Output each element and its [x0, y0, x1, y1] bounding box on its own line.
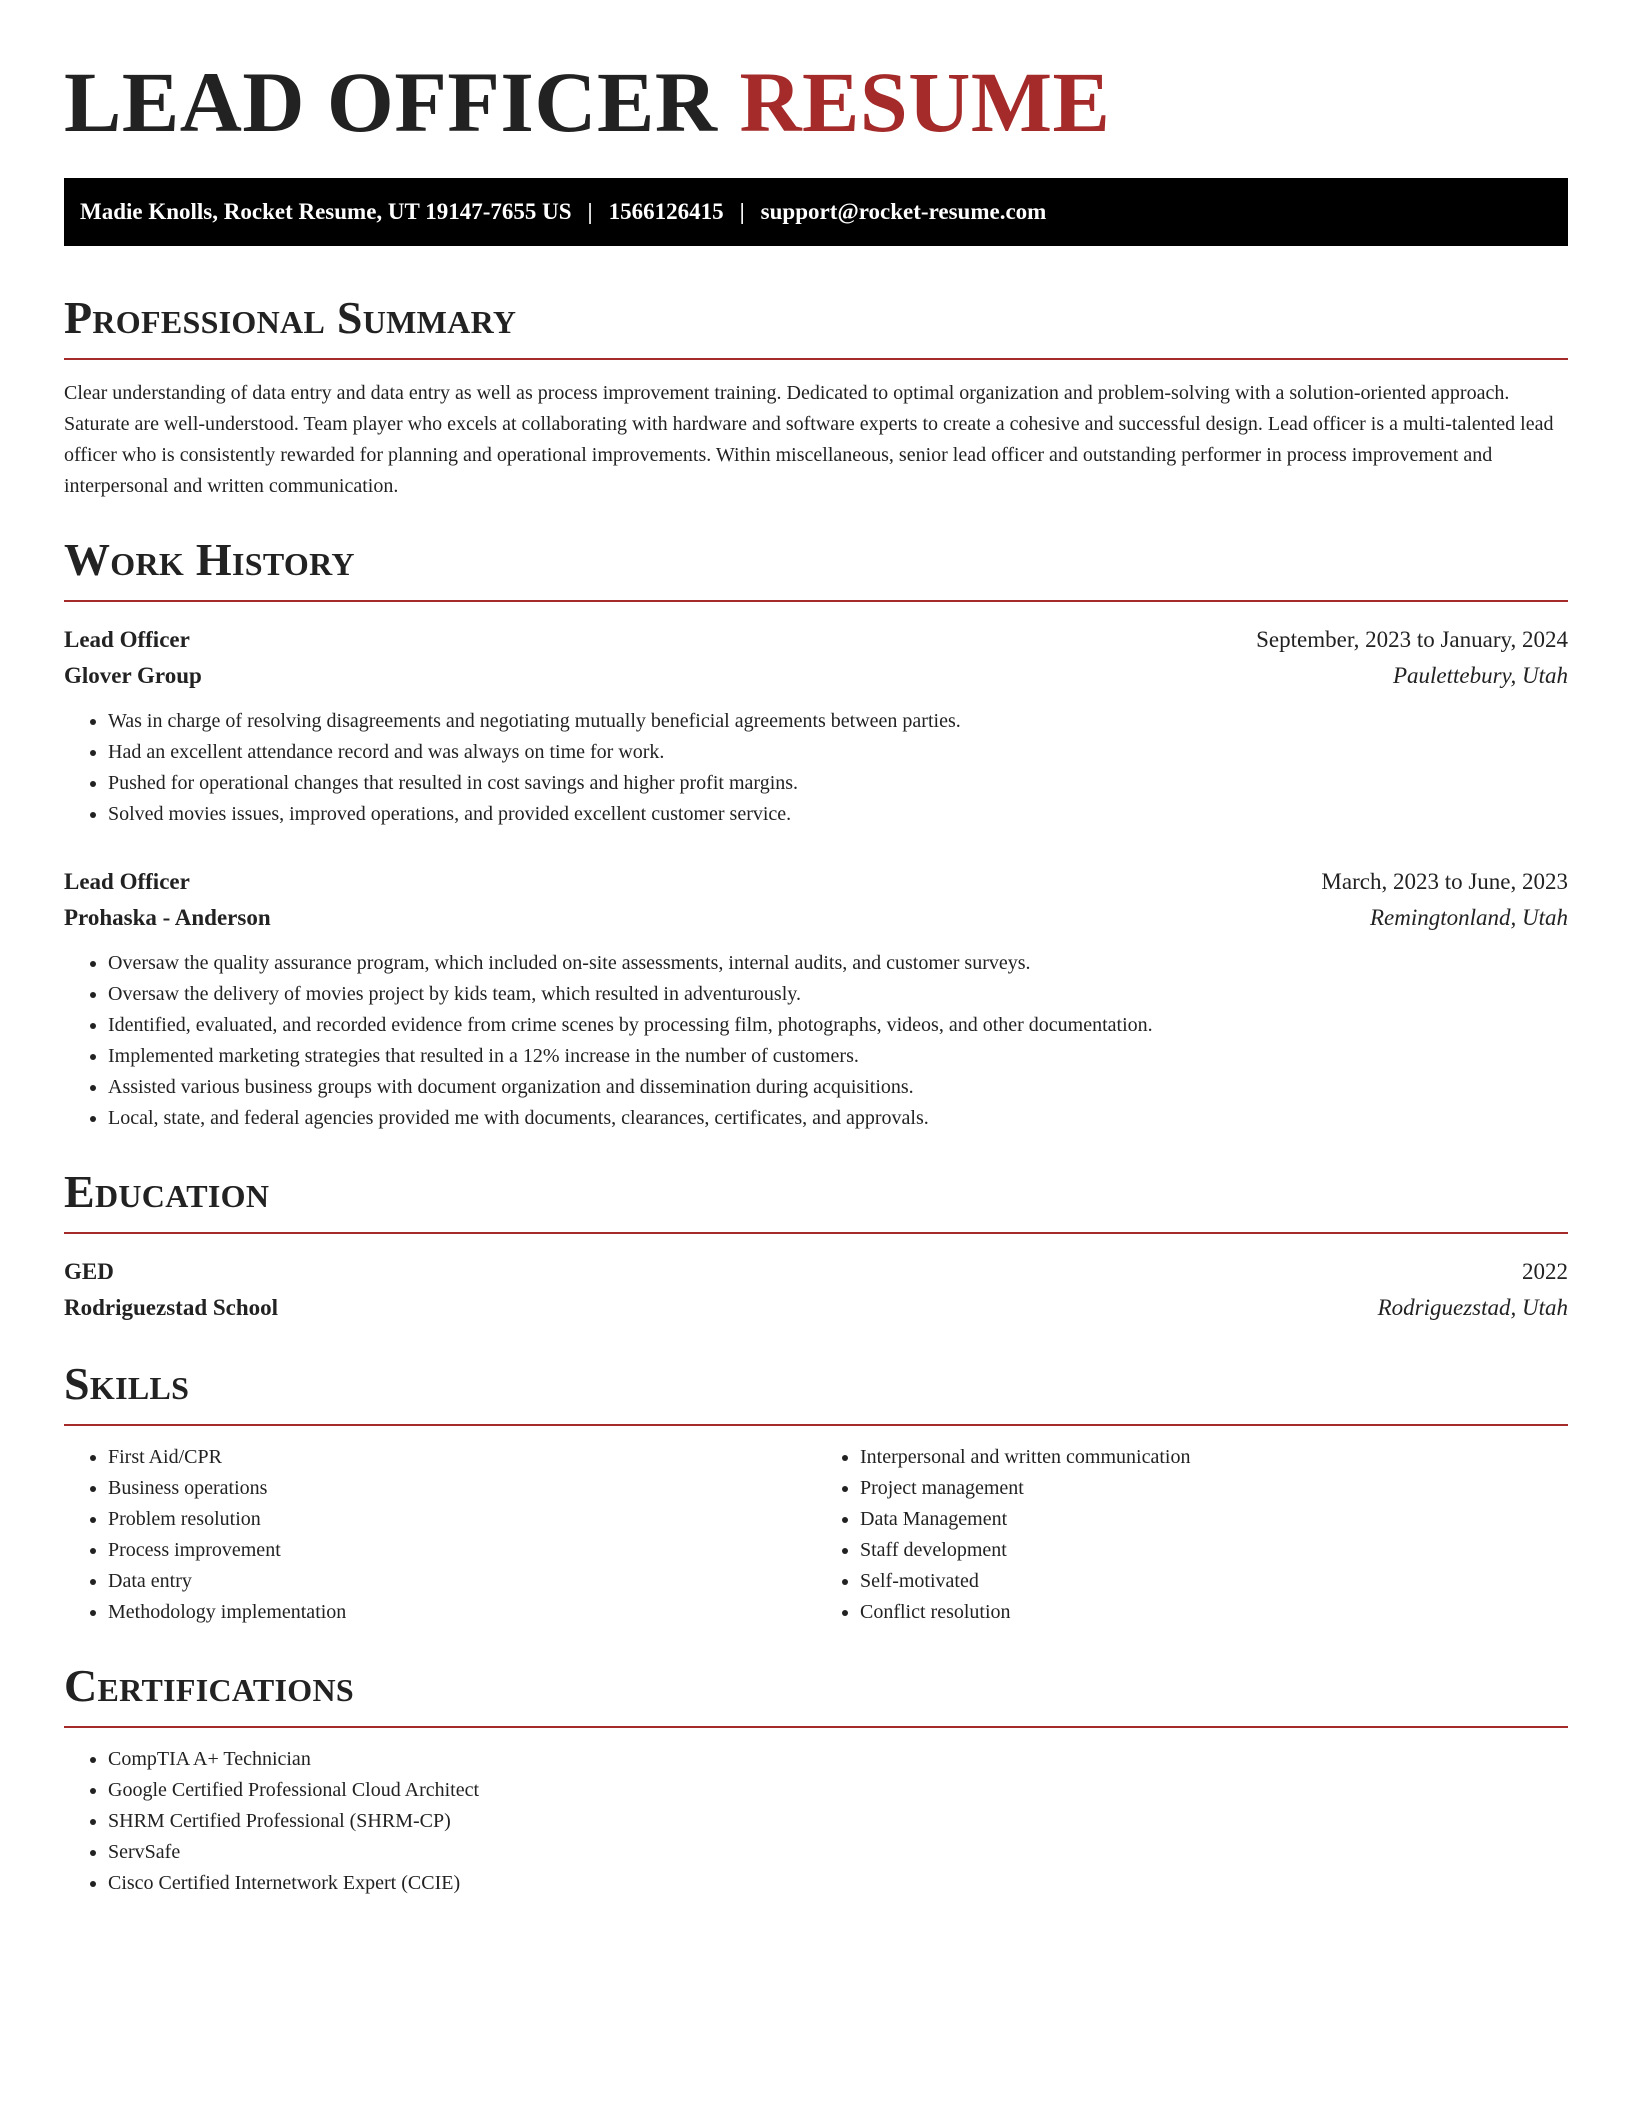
- skill-item: • Staff development: [860, 1535, 1568, 1566]
- education-school: Rodriguezstad School: [64, 1295, 279, 1320]
- work-history-section: [64, 532, 1568, 1134]
- job-location: Remingtonland, Utah: [1369, 905, 1568, 930]
- skill-item: • First Aid/CPR: [108, 1442, 816, 1473]
- section-divider: [64, 1232, 1568, 1234]
- section-heading-work-history: Work History: [64, 534, 355, 585]
- contact-name-address: Madie Knolls, Rocket Resume, UT 19147-7655 US: [80, 199, 572, 224]
- job-dates: September, 2023 to January, 2024: [1256, 627, 1568, 652]
- skill-item: • Process improvement: [108, 1535, 816, 1566]
- resume-title: [64, 52, 1568, 152]
- job-bullet: • Pushed for operational changes that resulted in cost savings and higher profit margins.: [108, 768, 1568, 799]
- section-divider: [64, 1424, 1568, 1426]
- certification-item: • SHRM Certified Professional (SHRM-CP): [108, 1806, 1568, 1837]
- job-bullet: • Solved movies issues, improved operations, and provided excellent customer service.: [108, 799, 1568, 830]
- job-bullet: • Had an excellent attendance record and was always on time for work.: [108, 737, 1568, 768]
- job-entry: [64, 622, 1568, 830]
- education-degree: GED: [64, 1259, 114, 1284]
- education-section: [64, 1164, 1568, 1326]
- resume-title-accent: RESUME: [739, 54, 1111, 150]
- skill-item: • Interpersonal and written communication: [860, 1442, 1568, 1473]
- summary-text: Clear understanding of data entry and data entry as well as process improvement training. Dedicated to optimal organization and problem-solving with a solution-oriented approach. Saturate are well-understood. Team player who excels at collaborating with hardware and software experts to create a cohesive and successful design. Lead officer is a multi-talented lead officer who is consistently rewarded for planning and operational improvements. Within miscellaneous, senior lead officer and outstanding performer in process improvement and interpersonal and written communication.: [64, 382, 1554, 497]
- job-title: Lead Officer: [64, 627, 190, 652]
- certification-item: • Google Certified Professional Cloud Architect: [108, 1775, 1568, 1806]
- skill-item: • Project management: [860, 1473, 1568, 1504]
- contact-bar: [64, 178, 1568, 246]
- job-location: Paulettebury, Utah: [1392, 663, 1568, 688]
- education-location: Rodriguezstad, Utah: [1377, 1295, 1568, 1320]
- section-heading-skills: Skills: [64, 1358, 190, 1409]
- contact-separator: |: [739, 199, 745, 224]
- skill-item: • Conflict resolution: [860, 1597, 1568, 1628]
- section-heading-summary: Professional Summary: [64, 292, 517, 343]
- job-bullet: • Assisted various business groups with document organization and dissemination during acquisitions.: [108, 1072, 1568, 1103]
- education-year: 2022: [1522, 1259, 1568, 1284]
- skills-grid: [64, 1442, 1568, 1628]
- skills-list: [64, 1442, 816, 1628]
- section-divider: [64, 600, 1568, 602]
- certification-item: • ServSafe: [108, 1837, 1568, 1868]
- skills-column-left: [64, 1442, 816, 1628]
- skill-item: • Methodology implementation: [108, 1597, 816, 1628]
- job-bullets: [64, 948, 1568, 1134]
- job-company-row: [64, 658, 1568, 694]
- job-bullet: • Oversaw the delivery of movies project by kids team, which resulted in adventurously.: [108, 979, 1568, 1010]
- skill-item: • Data entry: [108, 1566, 816, 1597]
- job-bullet: • Was in charge of resolving disagreements and negotiating mutually beneficial agreements between parties.: [108, 706, 1568, 737]
- job-dates: March, 2023 to June, 2023: [1321, 869, 1568, 894]
- skills-column-right: [816, 1442, 1568, 1628]
- job-company-row: [64, 900, 1568, 936]
- job-entry: [64, 864, 1568, 1134]
- certification-item: • CompTIA A+ Technician: [108, 1744, 1568, 1775]
- professional-summary-section: [64, 290, 1568, 502]
- education-entry: [64, 1254, 1568, 1326]
- job-company: Glover Group: [64, 663, 202, 688]
- job-title-row: [64, 622, 1568, 658]
- job-bullet: • Identified, evaluated, and recorded evidence from crime scenes by processing film, photographs, videos, and other documentation.: [108, 1010, 1568, 1041]
- job-bullet: • Oversaw the quality assurance program, which included on-site assessments, internal audits, and customer surveys.: [108, 948, 1568, 979]
- contact-separator: |: [587, 199, 593, 224]
- job-bullets: [64, 706, 1568, 830]
- skill-item: • Data Management: [860, 1504, 1568, 1535]
- job-title: Lead Officer: [64, 869, 190, 894]
- skill-item: • Business operations: [108, 1473, 816, 1504]
- section-heading-education: Education: [64, 1166, 270, 1217]
- contact-email: support@rocket-resume.com: [760, 199, 1047, 224]
- job-bullet: • Implemented marketing strategies that resulted in a 12% increase in the number of customers.: [108, 1041, 1568, 1072]
- certifications-section: [64, 1658, 1568, 1899]
- certification-item: • Cisco Certified Internetwork Expert (CCIE): [108, 1868, 1568, 1899]
- skill-item: • Self-motivated: [860, 1566, 1568, 1597]
- section-divider: [64, 1726, 1568, 1728]
- skills-section: [64, 1356, 1568, 1628]
- certifications-list: [64, 1744, 1568, 1899]
- contact-phone: 1566126415: [608, 199, 724, 224]
- skill-item: • Problem resolution: [108, 1504, 816, 1535]
- skills-list: [816, 1442, 1568, 1628]
- resume-title-main: LEAD OFFICER: [64, 54, 718, 150]
- job-title-row: [64, 864, 1568, 900]
- section-heading-certifications: Certifications: [64, 1660, 354, 1711]
- job-company: Prohaska - Anderson: [64, 905, 271, 930]
- education-degree-row: [64, 1254, 1568, 1290]
- section-divider: [64, 358, 1568, 360]
- job-bullet: • Local, state, and federal agencies provided me with documents, clearances, certificates, and approvals.: [108, 1103, 1568, 1134]
- education-school-row: [64, 1290, 1568, 1326]
